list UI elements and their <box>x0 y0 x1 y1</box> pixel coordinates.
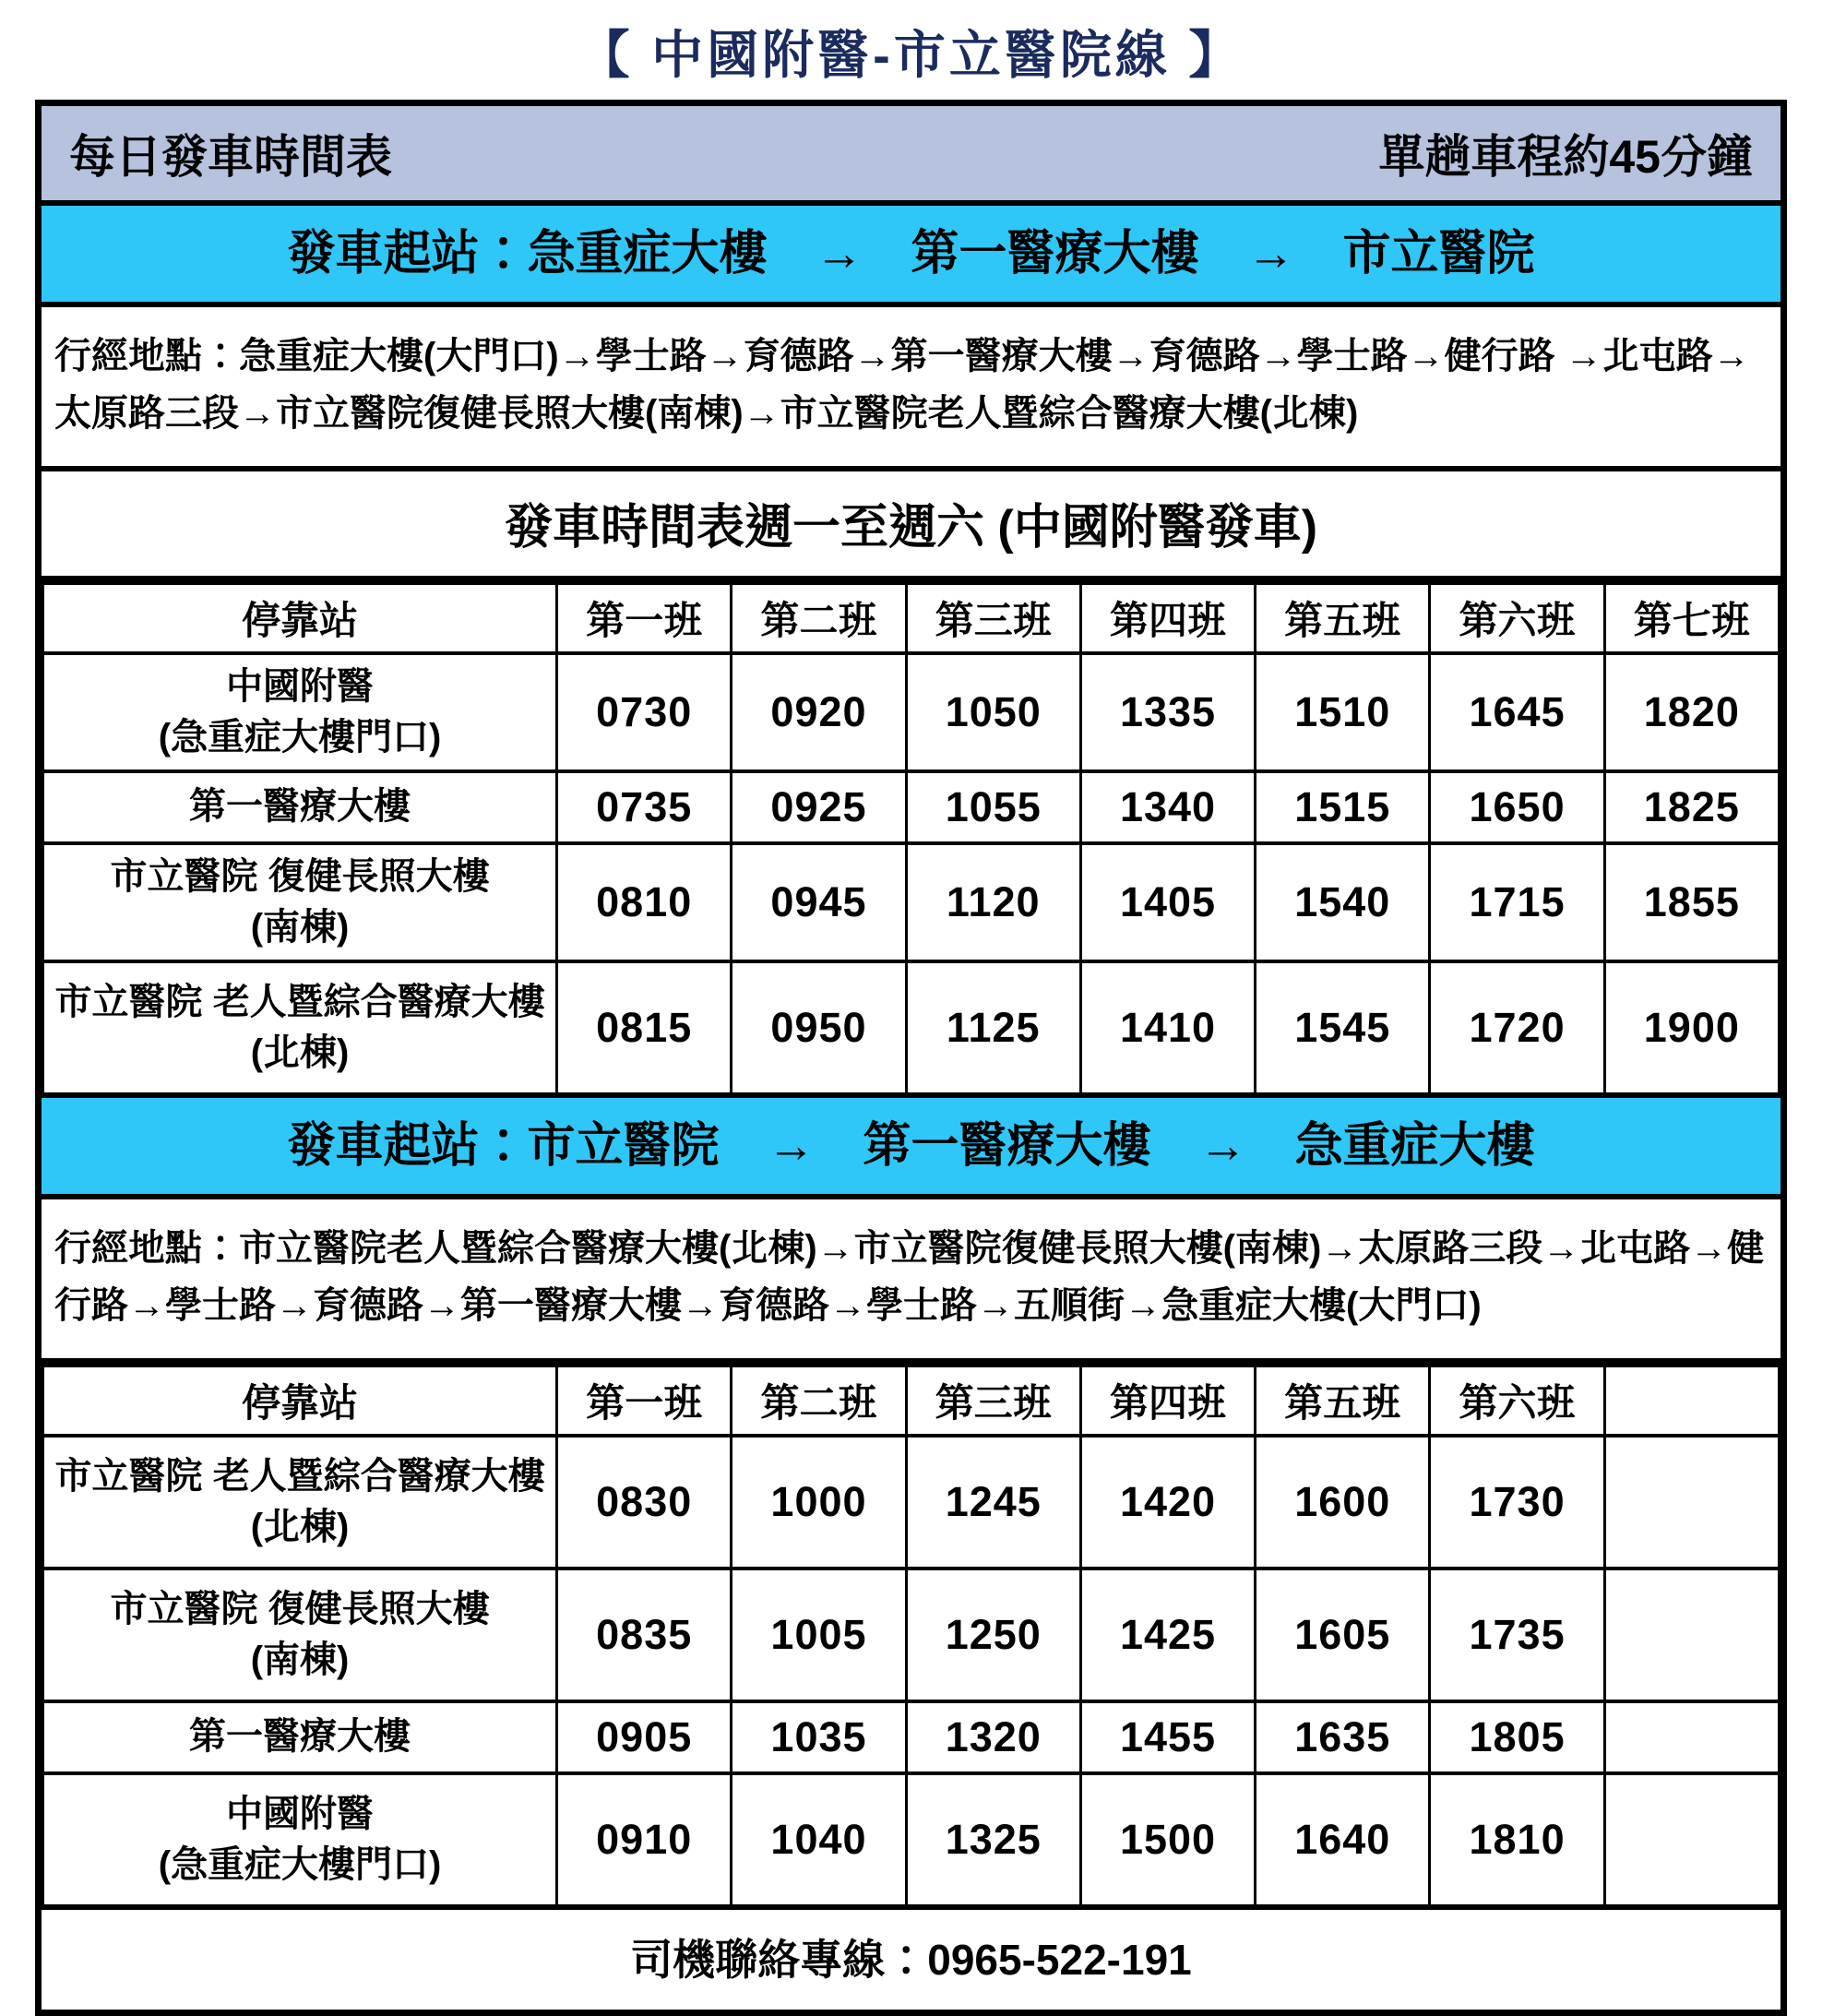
time-cell: 0910 <box>557 1773 732 1906</box>
time-cell: 1500 <box>1080 1773 1255 1906</box>
station-cell <box>43 771 557 843</box>
station-name: 第一醫療大樓 <box>189 1716 411 1758</box>
daily-header-left-label: 每日發車時間表 <box>69 131 392 183</box>
station-cell <box>43 1773 557 1906</box>
timetable-title-outbound: 發車時間表週一至週六 (中國附醫發車) <box>42 471 1780 581</box>
time-cell: 1540 <box>1256 843 1430 961</box>
time-cell: 1005 <box>732 1569 906 1701</box>
timetable-return <box>42 1364 1780 1908</box>
column-header-station: 停靠站 <box>43 1366 557 1436</box>
time-cell: 1125 <box>906 961 1080 1094</box>
column-header-trip-1: 第一班 <box>557 583 732 653</box>
time-cell: 1730 <box>1430 1436 1604 1569</box>
page-title: 【 中國附醫-市立醫院線 】 <box>578 26 1244 84</box>
direction-banner-return: 發車起站：市立醫院 → 第一醫療大樓 → 急重症大樓 <box>42 1096 1780 1199</box>
timetable-outbound-header-row <box>43 583 1780 653</box>
station-cell <box>43 1701 557 1773</box>
time-cell: 1050 <box>906 653 1080 771</box>
time-cell: 1545 <box>1256 961 1430 1094</box>
column-header-trip-4: 第四班 <box>1080 1366 1255 1436</box>
table-row <box>43 1773 1780 1906</box>
column-header-trip-4: 第四班 <box>1080 583 1255 653</box>
time-cell: 1825 <box>1604 771 1779 843</box>
station-name-sub: (急重症大樓門口) <box>158 717 442 757</box>
station-cell <box>43 843 557 961</box>
time-cell: 1320 <box>906 1701 1080 1773</box>
time-cell: 1405 <box>1080 843 1255 961</box>
time-cell: 1600 <box>1256 1436 1430 1569</box>
column-header-trip-2: 第二班 <box>732 583 906 653</box>
column-header-empty <box>1604 1366 1779 1436</box>
time-cell: 1340 <box>1080 771 1255 843</box>
time-cell: 1820 <box>1604 653 1779 771</box>
timetable-return-header-row <box>43 1366 1780 1436</box>
time-cell: 1640 <box>1256 1773 1430 1906</box>
column-header-trip-7: 第七班 <box>1604 583 1779 653</box>
table-row <box>43 771 1780 843</box>
time-cell: 1245 <box>906 1436 1080 1569</box>
time-cell: 1040 <box>732 1773 906 1906</box>
station-name-sub: (北棟) <box>250 1032 350 1073</box>
table-row <box>43 653 1780 771</box>
timetable-outbound <box>42 581 1780 1096</box>
column-header-trip-3: 第三班 <box>906 583 1080 653</box>
daily-header-right-label: 單趟車程約45分鐘 <box>1378 131 1753 183</box>
time-cell: 1735 <box>1430 1569 1604 1701</box>
driver-hotline: 司機聯絡專線：0965-522-191 <box>42 1908 1780 2010</box>
time-cell: 1250 <box>906 1569 1080 1701</box>
time-cell: 1855 <box>1604 843 1779 961</box>
time-cell: 0925 <box>732 771 906 843</box>
time-cell: 1715 <box>1430 843 1604 961</box>
station-cell <box>43 961 557 1094</box>
table-row <box>43 1436 1780 1569</box>
table-row <box>43 1569 1780 1701</box>
station-cell <box>43 1436 557 1569</box>
route-description-outbound: 行經地點：急重症大樓(大門口)→學士路→育德路→第一醫療大樓→育德路→學士路→健行路 →北屯路→太原路三段→市立醫院復健長照大樓(南棟)→市立醫院老人暨綜合醫療大樓(北棟) <box>42 307 1780 471</box>
station-name: 中國附醫 <box>226 1793 375 1834</box>
station-name: 市立醫院 復健長照大樓 <box>110 1588 490 1629</box>
column-header-trip-1: 第一班 <box>557 1366 732 1436</box>
time-cell-empty <box>1604 1701 1779 1773</box>
station-name-sub: (南棟) <box>250 1640 350 1680</box>
time-cell: 1425 <box>1080 1569 1255 1701</box>
time-cell: 1605 <box>1256 1569 1430 1701</box>
time-cell: 1510 <box>1256 653 1430 771</box>
time-cell: 0815 <box>557 961 732 1094</box>
station-name: 市立醫院 老人暨綜合醫療大樓 <box>54 1455 545 1497</box>
time-cell: 1120 <box>906 843 1080 961</box>
station-name: 中國附醫 <box>226 665 375 707</box>
time-cell: 1635 <box>1256 1701 1430 1773</box>
time-cell: 1810 <box>1430 1773 1604 1906</box>
time-cell: 0730 <box>557 653 732 771</box>
time-cell: 1000 <box>732 1436 906 1569</box>
main-table-frame <box>35 100 1787 2016</box>
station-name-sub: (南棟) <box>250 907 350 948</box>
time-cell: 0920 <box>732 653 906 771</box>
time-cell-empty <box>1604 1773 1779 1906</box>
station-name: 市立醫院 老人暨綜合醫療大樓 <box>54 981 545 1022</box>
station-name: 市立醫院 復健長照大樓 <box>110 855 490 897</box>
time-cell: 1055 <box>906 771 1080 843</box>
time-cell: 1645 <box>1430 653 1604 771</box>
station-cell <box>43 653 557 771</box>
time-cell: 1650 <box>1430 771 1604 843</box>
time-cell: 1900 <box>1604 961 1779 1094</box>
station-name-sub: (北棟) <box>250 1507 350 1547</box>
column-header-trip-6: 第六班 <box>1430 1366 1604 1436</box>
time-cell: 1410 <box>1080 961 1255 1094</box>
time-cell: 1515 <box>1256 771 1430 843</box>
time-cell: 1805 <box>1430 1701 1604 1773</box>
time-cell: 0950 <box>732 961 906 1094</box>
column-header-station: 停靠站 <box>43 583 557 653</box>
station-cell <box>43 1569 557 1701</box>
time-cell: 1325 <box>906 1773 1080 1906</box>
table-row <box>43 843 1780 961</box>
time-cell: 0905 <box>557 1701 732 1773</box>
time-cell: 1335 <box>1080 653 1255 771</box>
time-cell-empty <box>1604 1436 1779 1569</box>
time-cell: 0810 <box>557 843 732 961</box>
column-header-trip-3: 第三班 <box>906 1366 1080 1436</box>
column-header-trip-5: 第五班 <box>1256 1366 1430 1436</box>
time-cell: 0830 <box>557 1436 732 1569</box>
station-name: 第一醫療大樓 <box>189 786 411 828</box>
time-cell: 0835 <box>557 1569 732 1701</box>
daily-header-bar <box>42 106 1780 206</box>
direction-banner-outbound: 發車起站：急重症大樓 → 第一醫療大樓 → 市立醫院 <box>42 206 1780 307</box>
station-name-sub: (急重症大樓門口) <box>158 1844 442 1885</box>
time-cell: 1035 <box>732 1701 906 1773</box>
table-row <box>43 961 1780 1094</box>
column-header-trip-5: 第五班 <box>1256 583 1430 653</box>
time-cell: 0735 <box>557 771 732 843</box>
column-header-trip-6: 第六班 <box>1430 583 1604 653</box>
column-header-trip-2: 第二班 <box>732 1366 906 1436</box>
time-cell: 1420 <box>1080 1436 1255 1569</box>
time-cell: 0945 <box>732 843 906 961</box>
table-row <box>43 1701 1780 1773</box>
time-cell-empty <box>1604 1569 1779 1701</box>
time-cell: 1455 <box>1080 1701 1255 1773</box>
route-description-return: 行經地點：市立醫院老人暨綜合醫療大樓(北棟)→市立醫院復健長照大樓(南棟)→太原路三段→北屯路→健行路→學士路→育德路→第一醫療大樓→育德路→學士路→五順街→急重症大樓(大門口) <box>42 1199 1780 1364</box>
time-cell: 1720 <box>1430 961 1604 1094</box>
